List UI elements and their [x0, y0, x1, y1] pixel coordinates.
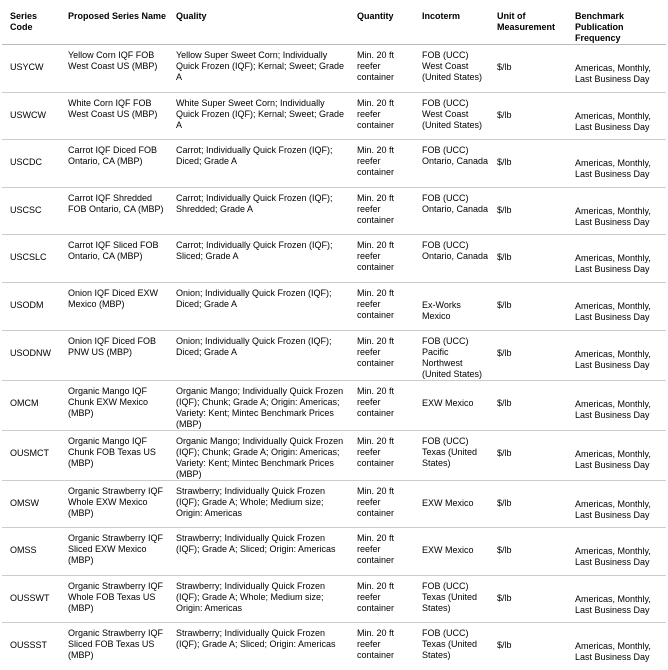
- series-code-cell: USODNW: [2, 330, 60, 380]
- series-name-cell: Onion IQF Diced FOB PNW US (MBP): [60, 330, 168, 380]
- frequency-cell: Americas, Monthly, Last Business Day: [567, 282, 666, 330]
- incoterm-cell: Ex-Works Mexico: [414, 282, 489, 330]
- series-code-cell: USWCW: [2, 92, 60, 140]
- table-row: [2, 282, 666, 330]
- series-table: [2, 2, 666, 670]
- quality-cell: Strawberry; Individually Quick Frozen (IQF); Grade A; Sliced; Origin: Americas: [168, 528, 349, 576]
- incoterm-cell: FOB (UCC) Texas (United States): [414, 430, 489, 480]
- frequency-cell: Americas, Monthly, Last Business Day: [567, 140, 666, 188]
- table-row: [2, 92, 666, 140]
- frequency-cell: Americas, Monthly, Last Business Day: [567, 235, 666, 283]
- table-row: [2, 528, 666, 576]
- unit-cell: $/lb: [489, 480, 567, 528]
- unit-cell: $/lb: [489, 140, 567, 188]
- quality-cell: Onion; Individually Quick Frozen (IQF); Diced; Grade A: [168, 282, 349, 330]
- table-row: [2, 575, 666, 623]
- frequency-cell: Americas, Monthly, Last Business Day: [567, 45, 666, 93]
- incoterm-cell: EXW Mexico: [414, 528, 489, 576]
- series-name-cell: Onion IQF Diced EXW Mexico (MBP): [60, 282, 168, 330]
- header-incoterm: Incoterm: [414, 2, 489, 45]
- series-code-cell: USCSLC: [2, 235, 60, 283]
- quality-cell: Carrot; Individually Quick Frozen (IQF); Diced; Grade A: [168, 140, 349, 188]
- series-code-cell: USYCW: [2, 45, 60, 93]
- quality-cell: Carrot; Individually Quick Frozen (IQF); Shredded; Grade A: [168, 187, 349, 235]
- header-frequency: Benchmark Publication Frequency: [567, 2, 666, 45]
- quantity-cell: Min. 20 ft reefer container: [349, 235, 414, 283]
- quality-cell: Yellow Super Sweet Corn; Individually Quick Frozen (IQF); Kernal; Sweet; Grade A: [168, 45, 349, 93]
- unit-cell: $/lb: [489, 235, 567, 283]
- incoterm-cell: FOB (UCC) West Coast (United States): [414, 92, 489, 140]
- frequency-cell: Americas, Monthly, Last Business Day: [567, 480, 666, 528]
- incoterm-cell: FOB (UCC) Ontario, Canada: [414, 187, 489, 235]
- frequency-cell: Americas, Monthly, Last Business Day: [567, 380, 666, 430]
- quantity-cell: Min. 20 ft reefer container: [349, 45, 414, 93]
- table-row: [2, 623, 666, 670]
- quality-cell: Strawberry; Individually Quick Frozen (IQF); Grade A; Whole; Medium size; Origin: Americas: [168, 575, 349, 623]
- series-name-cell: Organic Strawberry IQF Sliced FOB Texas US (MBP): [68, 628, 164, 661]
- table-row: [2, 380, 666, 430]
- quality-cell: Organic Mango; Individually Quick Frozen (IQF); Chunk; Grade A; Origin: Americas; Variety: Kent; Mintec Benchmark Prices (MBP): [168, 380, 349, 430]
- quality-cell: Organic Mango; Individually Quick Frozen (IQF); Chunk; Grade A; Origin: Americas; Variety: Kent; Mintec Benchmark Prices (MBP): [168, 430, 349, 480]
- quality-cell: White Super Sweet Corn; Individually Quick Frozen (IQF); Kernal; Sweet; Grade A: [168, 92, 349, 140]
- series-name-cell: Carrot IQF Sliced FOB Ontario, CA (MBP): [60, 235, 168, 283]
- table-row: [2, 45, 666, 93]
- header-unit: Unit of Measurement: [489, 2, 567, 45]
- series-name-cell: Organic Strawberry IQF Whole FOB Texas US (MBP): [60, 575, 168, 623]
- frequency-cell: Americas, Monthly, Last Business Day: [575, 641, 651, 663]
- series-name-cell: Organic Mango IQF Chunk FOB Texas US (MBP): [60, 430, 168, 480]
- table-row: [2, 480, 666, 528]
- incoterm-cell: FOB (UCC) Ontario, Canada: [414, 235, 489, 283]
- quality-cell: Carrot; Individually Quick Frozen (IQF); Sliced; Grade A: [168, 235, 349, 283]
- quantity-cell: Min. 20 ft reefer container: [357, 628, 395, 661]
- frequency-cell: Americas, Monthly, Last Business Day: [567, 575, 666, 623]
- series-name-cell: Organic Strawberry IQF Whole EXW Mexico (MBP): [60, 480, 168, 528]
- unit-cell: $/lb: [489, 187, 567, 235]
- series-code-cell: USODM: [2, 282, 60, 330]
- series-name-cell: Organic Mango IQF Chunk EXW Mexico (MBP): [60, 380, 168, 430]
- series-code-cell: OUSSWT: [2, 575, 60, 623]
- series-code-cell: OUSMCT: [2, 430, 60, 480]
- frequency-cell: Americas, Monthly, Last Business Day: [567, 92, 666, 140]
- series-code-cell: OMCM: [2, 380, 60, 430]
- series-name-cell: White Corn IQF FOB West Coast US (MBP): [60, 92, 168, 140]
- header-row: [2, 2, 666, 45]
- quality-cell: Strawberry; Individually Quick Frozen (IQF); Grade A; Whole; Medium size; Origin: Americas: [168, 480, 349, 528]
- unit-cell: $/lb: [489, 430, 567, 480]
- table-row: [2, 140, 666, 188]
- quantity-cell: Min. 20 ft reefer container: [349, 92, 414, 140]
- header-series-code: Series Code: [2, 2, 60, 45]
- quantity-cell: Min. 20 ft reefer container: [349, 380, 414, 430]
- quantity-cell: Min. 20 ft reefer container: [349, 528, 414, 576]
- table-row: [2, 430, 666, 480]
- header-series-name: Proposed Series Name: [60, 2, 168, 45]
- quantity-cell: Min. 20 ft reefer container: [349, 282, 414, 330]
- series-name-cell: Organic Strawberry IQF Sliced EXW Mexico (MBP): [60, 528, 168, 576]
- series-code-cell: OMSS: [2, 528, 60, 576]
- incoterm-cell: FOB (UCC) Ontario, Canada: [414, 140, 489, 188]
- quantity-cell: Min. 20 ft reefer container: [349, 140, 414, 188]
- series-name-cell: Carrot IQF Shredded FOB Ontario, CA (MBP): [60, 187, 168, 235]
- quality-cell: Strawberry; Individually Quick Frozen (IQF); Grade A; Sliced; Origin: Americas: [176, 628, 336, 650]
- header-quantity: Quantity: [349, 2, 414, 45]
- quality-cell: Onion; Individually Quick Frozen (IQF); Diced; Grade A: [168, 330, 349, 380]
- unit-cell: $/lb: [489, 45, 567, 93]
- unit-cell: $/lb: [497, 640, 512, 651]
- series-code-cell: USCSC: [2, 187, 60, 235]
- quantity-cell: Min. 20 ft reefer container: [349, 575, 414, 623]
- table-row: [2, 187, 666, 235]
- unit-cell: $/lb: [489, 528, 567, 576]
- table-row: [2, 235, 666, 283]
- series-code-cell: OUSSST: [10, 640, 48, 651]
- unit-cell: $/lb: [489, 282, 567, 330]
- series-code-cell: USCDC: [2, 140, 60, 188]
- incoterm-cell: EXW Mexico: [414, 380, 489, 430]
- series-code-cell: OMSW: [2, 480, 60, 528]
- incoterm-cell: EXW Mexico: [414, 480, 489, 528]
- unit-cell: $/lb: [489, 380, 567, 430]
- quantity-cell: Min. 20 ft reefer container: [349, 480, 414, 528]
- incoterm-cell: FOB (UCC) Texas (United States): [422, 628, 478, 661]
- quantity-cell: Min. 20 ft reefer container: [349, 187, 414, 235]
- quantity-cell: Min. 20 ft reefer container: [349, 330, 414, 380]
- quantity-cell: Min. 20 ft reefer container: [349, 430, 414, 480]
- header-quality: Quality: [168, 2, 349, 45]
- frequency-cell: Americas, Monthly, Last Business Day: [567, 430, 666, 480]
- series-name-cell: Carrot IQF Diced FOB Ontario, CA (MBP): [60, 140, 168, 188]
- incoterm-cell: FOB (UCC) Pacific Northwest (United States): [414, 330, 489, 380]
- frequency-cell: Americas, Monthly, Last Business Day: [567, 187, 666, 235]
- series-name-cell: Yellow Corn IQF FOB West Coast US (MBP): [60, 45, 168, 93]
- frequency-cell: Americas, Monthly, Last Business Day: [567, 528, 666, 576]
- unit-cell: $/lb: [489, 330, 567, 380]
- incoterm-cell: FOB (UCC) West Coast (United States): [414, 45, 489, 93]
- unit-cell: $/lb: [489, 575, 567, 623]
- table-row: [2, 330, 666, 380]
- unit-cell: $/lb: [489, 92, 567, 140]
- frequency-cell: Americas, Monthly, Last Business Day: [567, 330, 666, 380]
- incoterm-cell: FOB (UCC) Texas (United States): [414, 575, 489, 623]
